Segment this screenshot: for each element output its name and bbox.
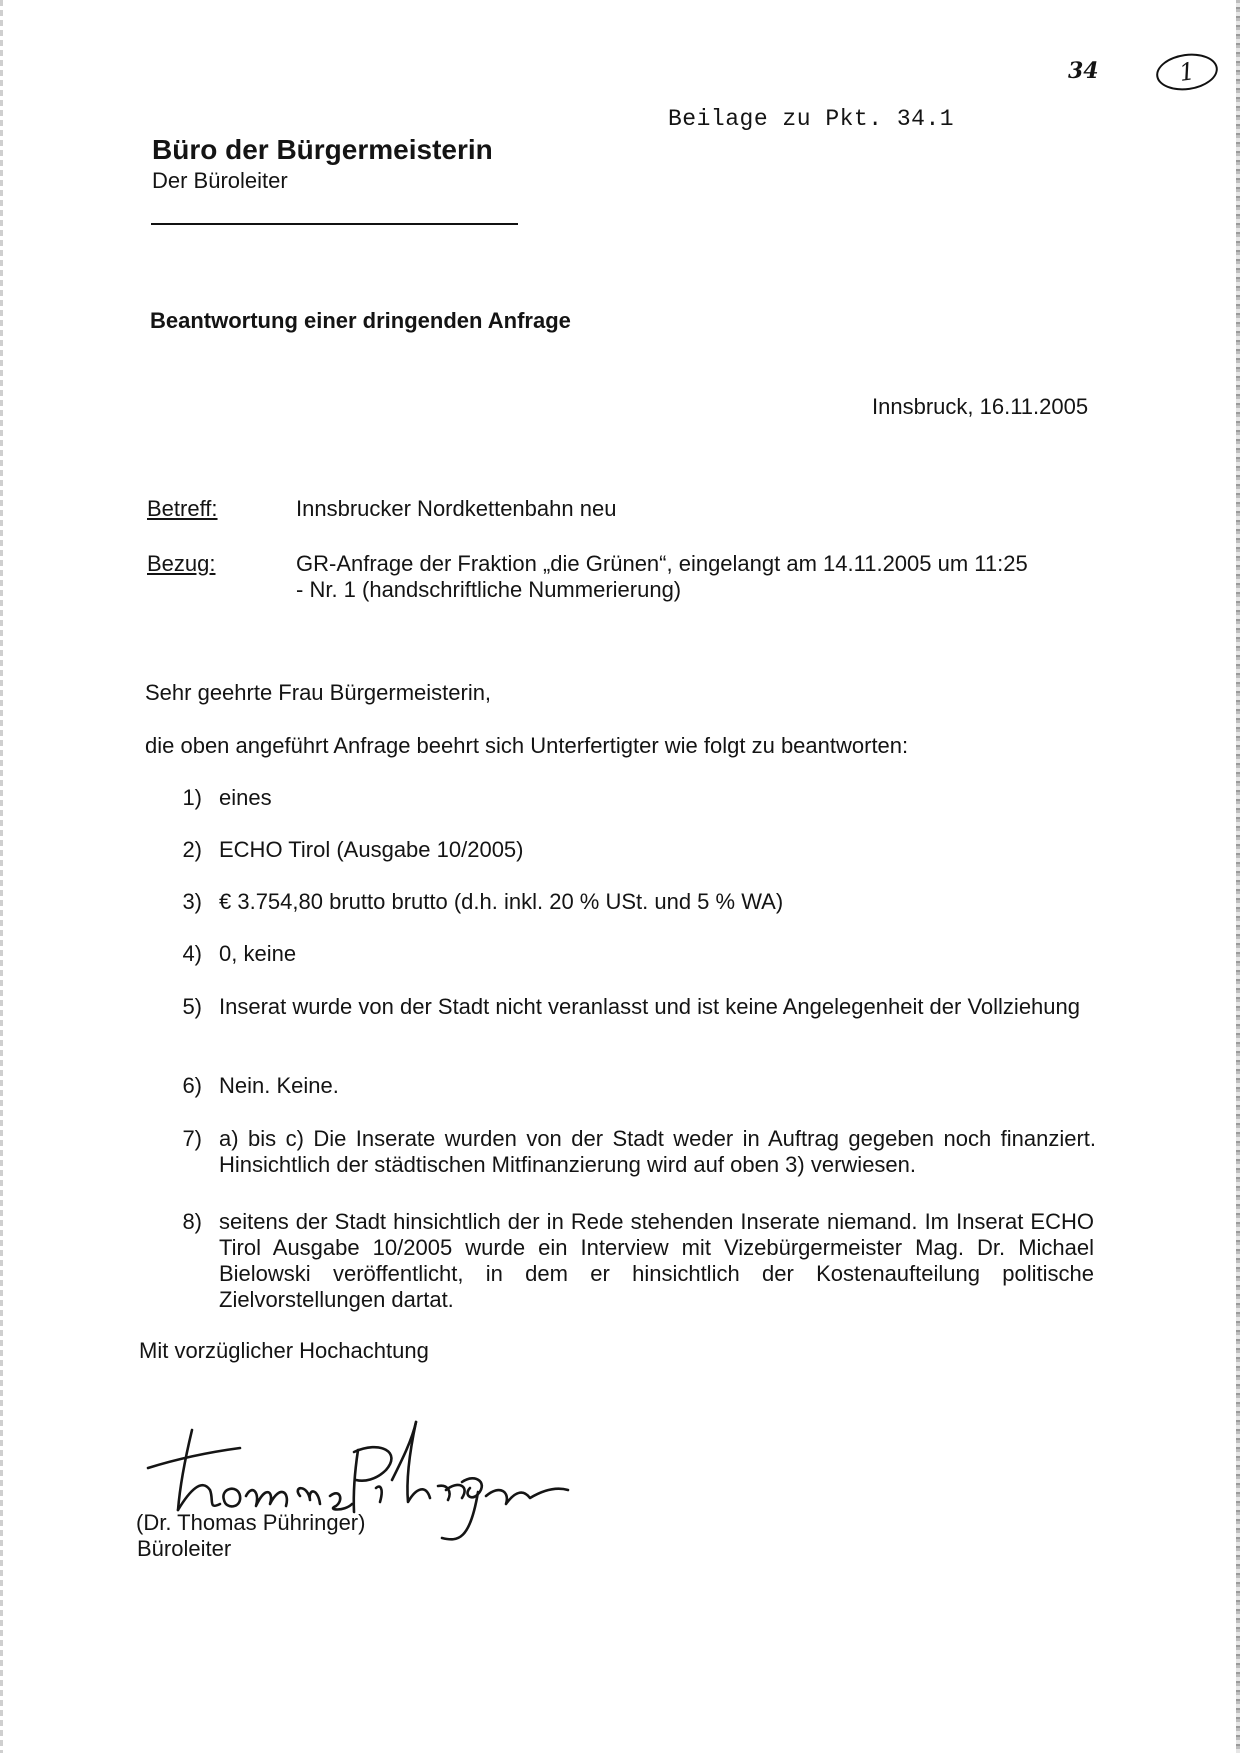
letterhead-office: Büro der Bürgermeisterin [152, 134, 493, 165]
answer-number: 7) [182, 1126, 202, 1151]
answer-number: 6) [182, 1073, 202, 1098]
closing-phrase: Mit vorzüglicher Hochachtung [139, 1338, 429, 1363]
letterhead-divider [151, 223, 518, 225]
salutation: Sehr geehrte Frau Bürgermeisterin, [145, 680, 492, 705]
reference-label: Bezug: [147, 551, 216, 576]
answer-text: eines [219, 785, 272, 810]
answer-text: seitens der Stadt hinsichtlich der in Rede stehenden Inserate niemand. Im Inserat ECHO Tirol Ausgabe 10/2005 wurde ein Interview mit Vizebürgermeister Mag. Dr. Michael Bielowski veröffentlicht, in dem er hinsichtlich der Kostenaufteilung politische Zielvorstellungen dartat. [219, 1209, 1094, 1312]
answer-text: Inserat wurde von der Stadt nicht veranlasst und ist keine Angelegenheit der Vollziehung [219, 994, 1080, 1019]
answer-text: € 3.754,80 brutto brutto (d.h. inkl. 20 % USt. und 5 % WA) [219, 889, 784, 914]
answer-number: 8) [182, 1209, 202, 1234]
answer-text: a) bis c) Die Inserate wurden von der Stadt weder in Auftrag gegeben noch finanziert. Hinsichtlich der städtischen Mitfinanzierung wird auf oben 3) verwiesen. [219, 1126, 1096, 1177]
answer-text: Nein. Keine. [219, 1073, 339, 1098]
scan-edge-right [1236, 0, 1240, 1753]
reference-line-2: - Nr. 1 (handschriftliche Nummerierung) [296, 577, 682, 602]
letterhead-role: Der Büroleiter [152, 168, 288, 193]
document-title: Beantwortung einer dringenden Anfrage [150, 308, 571, 333]
place-date: Innsbruck, 16.11.2005 [872, 394, 1089, 419]
signer-role: Büroleiter [137, 1536, 232, 1561]
answer-text: ECHO Tirol (Ausgabe 10/2005) [219, 837, 524, 862]
answer-number: 3) [182, 889, 202, 914]
answer-number: 4) [182, 941, 202, 966]
answer-text: 0, keine [219, 941, 297, 966]
answer-number: 1) [182, 785, 202, 810]
intro-text: die oben angeführt Anfrage beehrt sich Unterfertigter wie folgt zu beantworten: [145, 733, 909, 758]
circled-page-number [1154, 50, 1220, 94]
subject-value: Innsbrucker Nordkettenbahn neu [296, 496, 617, 521]
scan-edge-left [0, 0, 3, 1753]
handwritten-page-mark: 34 [1068, 58, 1099, 84]
answer-number: 5) [182, 994, 202, 1019]
reference-line-1: GR-Anfrage der Fraktion „die Grünen“, eingelangt am 14.11.2005 um 11:25 [296, 551, 1028, 576]
attachment-note: Beilage zu Pkt. 34.1 [668, 106, 955, 132]
page-number: 1 [1177, 57, 1197, 87]
signer-name: (Dr. Thomas Pühringer) [136, 1510, 366, 1535]
subject-label: Betreff: [147, 496, 218, 521]
answer-number: 2) [182, 837, 202, 862]
